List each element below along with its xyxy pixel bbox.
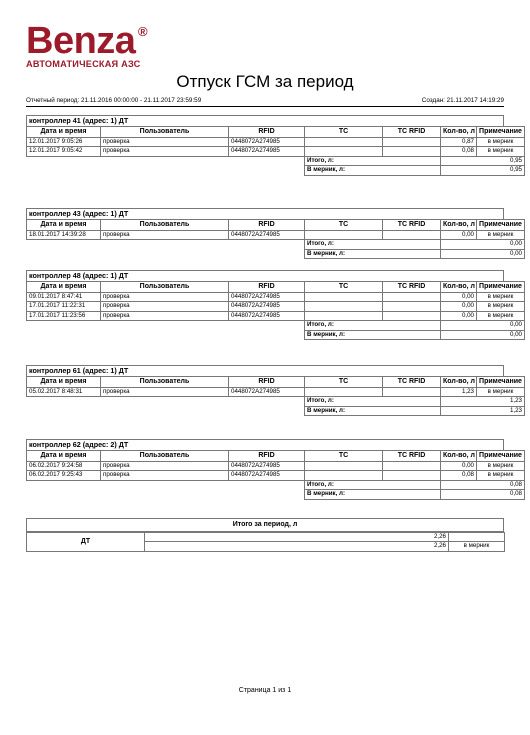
cell-rfid: 0448072A274985 [229, 471, 305, 480]
cell-note: в мерник [477, 311, 525, 320]
controller-title: контроллер 61 (адрес: 1) ДТ [26, 365, 504, 376]
column-header: Кол-во, л [441, 451, 477, 462]
column-header: Пользователь [101, 127, 229, 138]
cell-qty: 0,00 [441, 302, 477, 311]
blank-cell [27, 480, 305, 489]
cell-user: проверка [101, 293, 229, 302]
column-header: Дата и время [27, 127, 101, 138]
cell-note: в мерник [477, 138, 525, 147]
cell-rfid: 0448072A274985 [229, 311, 305, 320]
cell-ts-rfid [383, 147, 441, 156]
column-header: Примечание [477, 377, 525, 388]
column-header: Кол-во, л [441, 220, 477, 231]
controller-title: контроллер 43 (адрес: 1) ДТ [26, 208, 504, 219]
cell-rfid: 0448072A274985 [229, 147, 305, 156]
cell-user: проверка [101, 231, 229, 240]
total-value: 0,95 [441, 156, 525, 165]
table-row [27, 311, 525, 320]
column-header: ТС [305, 220, 383, 231]
cell-user: проверка [101, 388, 229, 397]
column-header: Пользователь [101, 377, 229, 388]
blank-cell [27, 490, 305, 499]
period-summary [26, 518, 504, 552]
to-meter-label: В мерник, л: [305, 330, 441, 339]
total-label: Итого, л: [305, 156, 441, 165]
cell-ts [305, 147, 383, 156]
column-header: Примечание [477, 451, 525, 462]
summary-table [26, 532, 505, 552]
column-header: Примечание [477, 282, 525, 293]
cell-rfid: 0448072A274985 [229, 138, 305, 147]
cell-note: в мерник [477, 293, 525, 302]
controller-block [26, 208, 522, 259]
cell-datetime: 06.02.2017 9:24:58 [27, 462, 101, 471]
cell-ts-rfid [383, 293, 441, 302]
cell-user: проверка [101, 462, 229, 471]
page-footer: Страница 1 из 1 [238, 687, 292, 694]
table-row [27, 471, 525, 480]
controller-block [26, 439, 522, 500]
total-row [27, 240, 525, 249]
cell-ts-rfid [383, 462, 441, 471]
total-label: Итого, л: [305, 321, 441, 330]
to-meter-row [27, 166, 525, 175]
cell-ts-rfid [383, 231, 441, 240]
to-meter-value: 0,08 [441, 490, 525, 499]
cell-ts [305, 293, 383, 302]
column-header: Примечание [477, 127, 525, 138]
logo-wordmark: Benza [26, 20, 136, 62]
registered-mark: ® [138, 24, 148, 39]
column-header: ТС RFID [383, 377, 441, 388]
cell-datetime: 17.01.2017 11:22:31 [27, 302, 101, 311]
cell-rfid: 0448072A274985 [229, 231, 305, 240]
cell-ts [305, 388, 383, 397]
cell-rfid: 0448072A274985 [229, 388, 305, 397]
transactions-table [26, 450, 525, 500]
table-row [27, 302, 525, 311]
cell-qty: 0,00 [441, 231, 477, 240]
cell-ts-rfid [383, 471, 441, 480]
cell-datetime: 12.01.2017 9:05:26 [27, 138, 101, 147]
total-label: Итого, л: [305, 240, 441, 249]
blank-cell [27, 156, 305, 165]
column-header: ТС RFID [383, 282, 441, 293]
cell-note: в мерник [477, 462, 525, 471]
cell-user: проверка [101, 302, 229, 311]
cell-ts [305, 311, 383, 320]
cell-ts [305, 462, 383, 471]
controller-block [26, 115, 522, 176]
column-header: ТС [305, 282, 383, 293]
to-meter-value: 0,00 [441, 330, 525, 339]
report-created: Создан: 21.11.2017 14:19:29 [421, 97, 504, 104]
column-header: Дата и время [27, 220, 101, 231]
column-header: Дата и время [27, 377, 101, 388]
summary-to-meter: 2,26 [145, 542, 449, 551]
to-meter-label: В мерник, л: [305, 249, 441, 258]
to-meter-row [27, 249, 525, 258]
summary-total: 2,26 [145, 533, 449, 542]
table-row [27, 138, 525, 147]
column-header: Пользователь [101, 220, 229, 231]
cell-qty: 0,00 [441, 462, 477, 471]
cell-ts [305, 302, 383, 311]
cell-user: проверка [101, 471, 229, 480]
transactions-table [26, 281, 525, 340]
to-meter-row [27, 406, 525, 415]
column-header: RFID [229, 220, 305, 231]
cell-qty: 0,00 [441, 311, 477, 320]
table-row [27, 231, 525, 240]
blank-cell [27, 330, 305, 339]
cell-note: в мерник [477, 471, 525, 480]
to-meter-label: В мерник, л: [305, 166, 441, 175]
summary-title: Итого за период, л [26, 518, 504, 532]
cell-ts [305, 471, 383, 480]
to-meter-value: 0,95 [441, 166, 525, 175]
controller-title: контроллер 41 (адрес: 1) ДТ [26, 115, 504, 126]
cell-ts-rfid [383, 138, 441, 147]
summary-empty-note [449, 533, 505, 542]
total-value: 1,23 [441, 397, 525, 406]
cell-user: проверка [101, 311, 229, 320]
cell-datetime: 05.02.2017 8:48:31 [27, 388, 101, 397]
summary-fuel: ДТ [27, 533, 145, 552]
blank-cell [27, 249, 305, 258]
column-header: ТС RFID [383, 127, 441, 138]
cell-qty: 0,87 [441, 138, 477, 147]
controller-title: контроллер 48 (адрес: 1) ДТ [26, 270, 504, 281]
total-row [27, 480, 525, 489]
blank-cell [27, 397, 305, 406]
cell-datetime: 06.02.2017 9:25:43 [27, 471, 101, 480]
to-meter-row [27, 490, 525, 499]
cell-datetime: 12.01.2017 9:05:42 [27, 147, 101, 156]
total-value: 0,08 [441, 480, 525, 489]
total-label: Итого, л: [305, 397, 441, 406]
column-header: ТС [305, 377, 383, 388]
column-header: RFID [229, 282, 305, 293]
cell-note: в мерник [477, 147, 525, 156]
to-meter-label: В мерник, л: [305, 406, 441, 415]
to-meter-value: 0,00 [441, 249, 525, 258]
blank-cell [27, 321, 305, 330]
blank-cell [27, 240, 305, 249]
report-title: Отпуск ГСМ за период [176, 72, 354, 91]
cell-ts [305, 138, 383, 147]
total-row [27, 321, 525, 330]
column-header: Дата и время [27, 282, 101, 293]
transactions-table [26, 219, 525, 259]
to-meter-value: 1,23 [441, 406, 525, 415]
column-header: ТС [305, 127, 383, 138]
total-label: Итого, л: [305, 480, 441, 489]
cell-qty: 0,08 [441, 471, 477, 480]
column-header: Кол-во, л [441, 282, 477, 293]
cell-datetime: 18.01.2017 14:39:28 [27, 231, 101, 240]
table-row [27, 388, 525, 397]
column-header: Пользователь [101, 282, 229, 293]
column-header: RFID [229, 377, 305, 388]
cell-datetime: 09.01.2017 8:47:41 [27, 293, 101, 302]
logo-subtitle: АВТОМАТИЧЕСКАЯ АЗС [26, 59, 141, 69]
cell-rfid: 0448072A274985 [229, 462, 305, 471]
cell-ts-rfid [383, 302, 441, 311]
cell-qty: 1,23 [441, 388, 477, 397]
total-row [27, 156, 525, 165]
header-divider [26, 106, 504, 107]
column-header: ТС RFID [383, 451, 441, 462]
cell-ts-rfid [383, 311, 441, 320]
controller-block [26, 365, 522, 416]
column-header: Примечание [477, 220, 525, 231]
column-header: RFID [229, 127, 305, 138]
cell-qty: 0,00 [441, 293, 477, 302]
controller-block [26, 270, 522, 340]
cell-rfid: 0448072A274985 [229, 293, 305, 302]
column-header: Кол-во, л [441, 377, 477, 388]
transactions-table [26, 126, 525, 176]
table-row [27, 462, 525, 471]
blank-cell [27, 166, 305, 175]
benza-logo [26, 20, 148, 69]
cell-note: в мерник [477, 231, 525, 240]
column-header: Пользователь [101, 451, 229, 462]
total-value: 0,00 [441, 321, 525, 330]
table-row [27, 147, 525, 156]
to-meter-label: В мерник, л: [305, 490, 441, 499]
blank-cell [27, 406, 305, 415]
report-period: Отчетный период: 21.11.2016 00:00:00 - 21.11.2017 23:59:59 [26, 97, 202, 104]
controller-title: контроллер 62 (адрес: 2) ДТ [26, 439, 504, 450]
cell-qty: 0,08 [441, 147, 477, 156]
column-header: ТС RFID [383, 220, 441, 231]
column-header: RFID [229, 451, 305, 462]
to-meter-row [27, 330, 525, 339]
cell-user: проверка [101, 147, 229, 156]
column-header: Кол-во, л [441, 127, 477, 138]
cell-ts-rfid [383, 388, 441, 397]
cell-note: в мерник [477, 302, 525, 311]
cell-rfid: 0448072A274985 [229, 302, 305, 311]
total-value: 0,00 [441, 240, 525, 249]
cell-user: проверка [101, 138, 229, 147]
summary-to-meter-note: в мерник [449, 542, 505, 551]
total-row [27, 397, 525, 406]
cell-datetime: 17.01.2017 11:23:56 [27, 311, 101, 320]
cell-note: в мерник [477, 388, 525, 397]
cell-ts [305, 231, 383, 240]
column-header: Дата и время [27, 451, 101, 462]
column-header: ТС [305, 451, 383, 462]
transactions-table [26, 376, 525, 416]
table-row [27, 293, 525, 302]
